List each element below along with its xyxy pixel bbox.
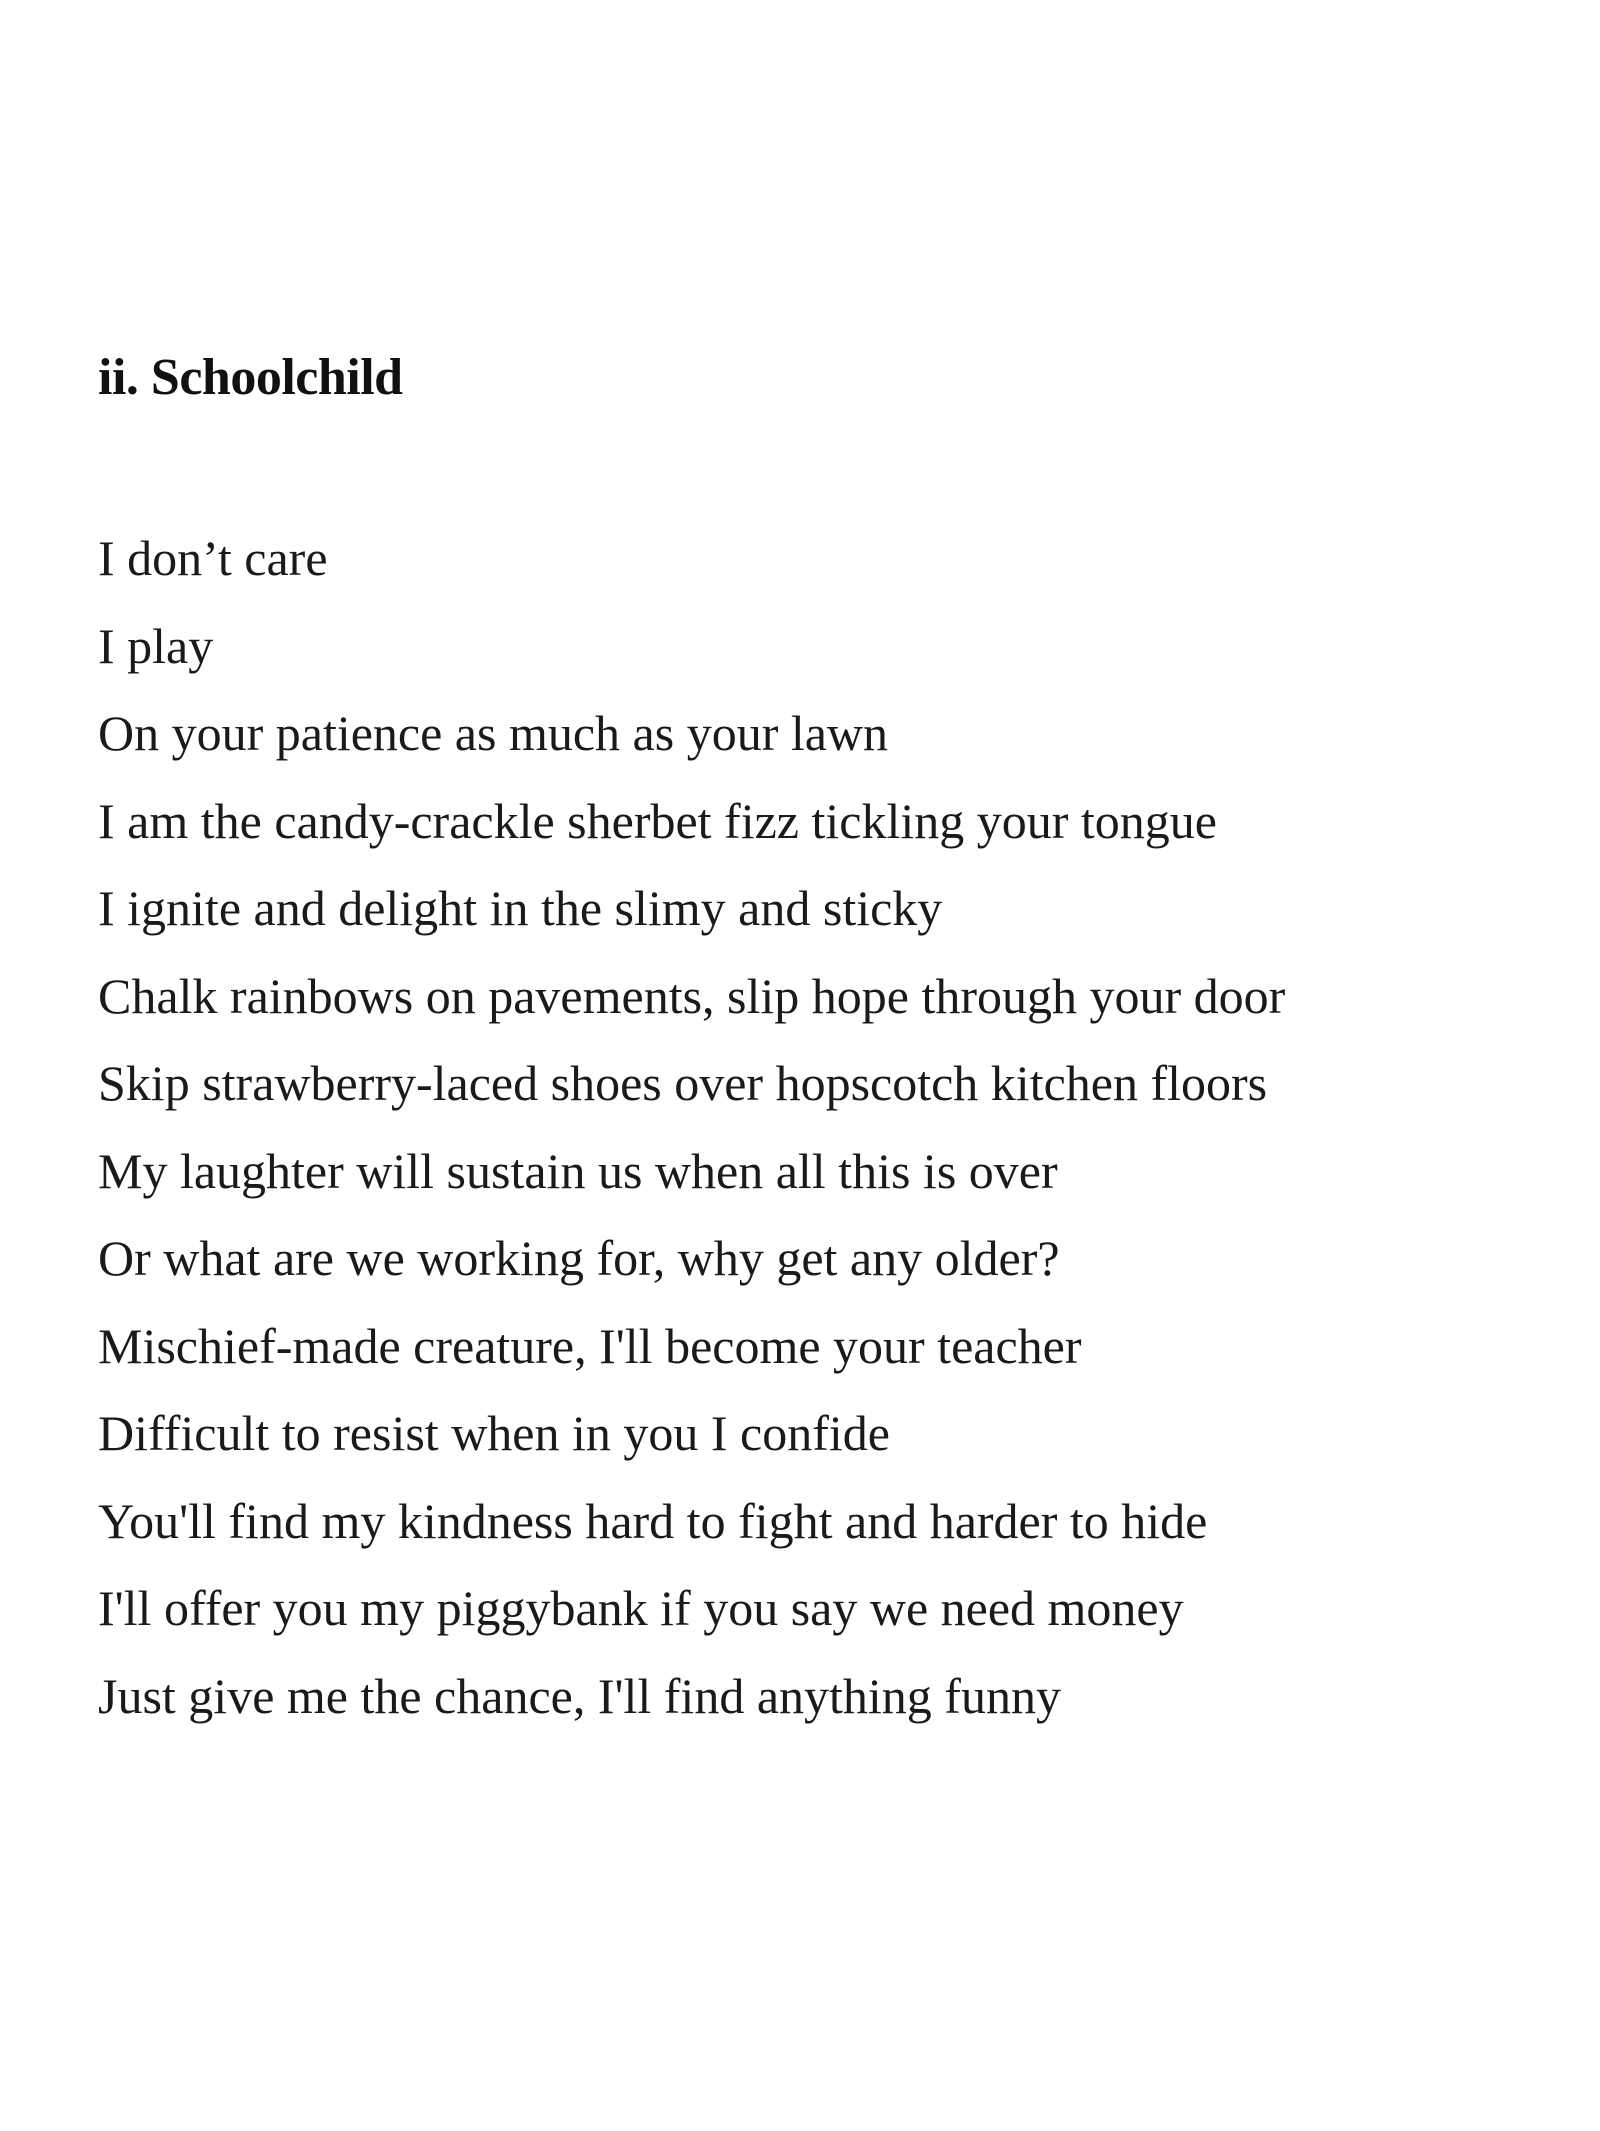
poem-line: I ignite and delight in the slimy and sticky <box>98 880 943 936</box>
poem-line: Or what are we working for, why get any older? <box>98 1230 1060 1286</box>
poem-line: I'll offer you my piggybank if you say we need money <box>98 1580 1184 1636</box>
poem-line: You'll find my kindness hard to fight and harder to hide <box>98 1492 1208 1549</box>
poem-line: I am the candy-crackle sherbet fizz tickling your tongue <box>98 792 1217 849</box>
poem-line: Mischief-made creature, I'll become your teacher <box>98 1317 1082 1374</box>
poem-body <box>98 515 1538 1740</box>
poem-title: ii. Schoolchild <box>98 349 403 406</box>
poem-line: Just give me the chance, I'll find anything funny <box>98 1667 1061 1724</box>
poem-line: Difficult to resist when in you I confide <box>98 1405 890 1461</box>
poem-line: I play <box>98 617 214 674</box>
poem-line: I don’t care <box>98 530 328 586</box>
poem-line: My laughter will sustain us when all this is over <box>98 1142 1058 1199</box>
poem-line: On your patience as much as your lawn <box>98 705 889 761</box>
poem-line: Chalk rainbows on pavements, slip hope through your door <box>98 967 1286 1024</box>
poem-line: Skip strawberry-laced shoes over hopscotch kitchen floors <box>98 1055 1268 1111</box>
